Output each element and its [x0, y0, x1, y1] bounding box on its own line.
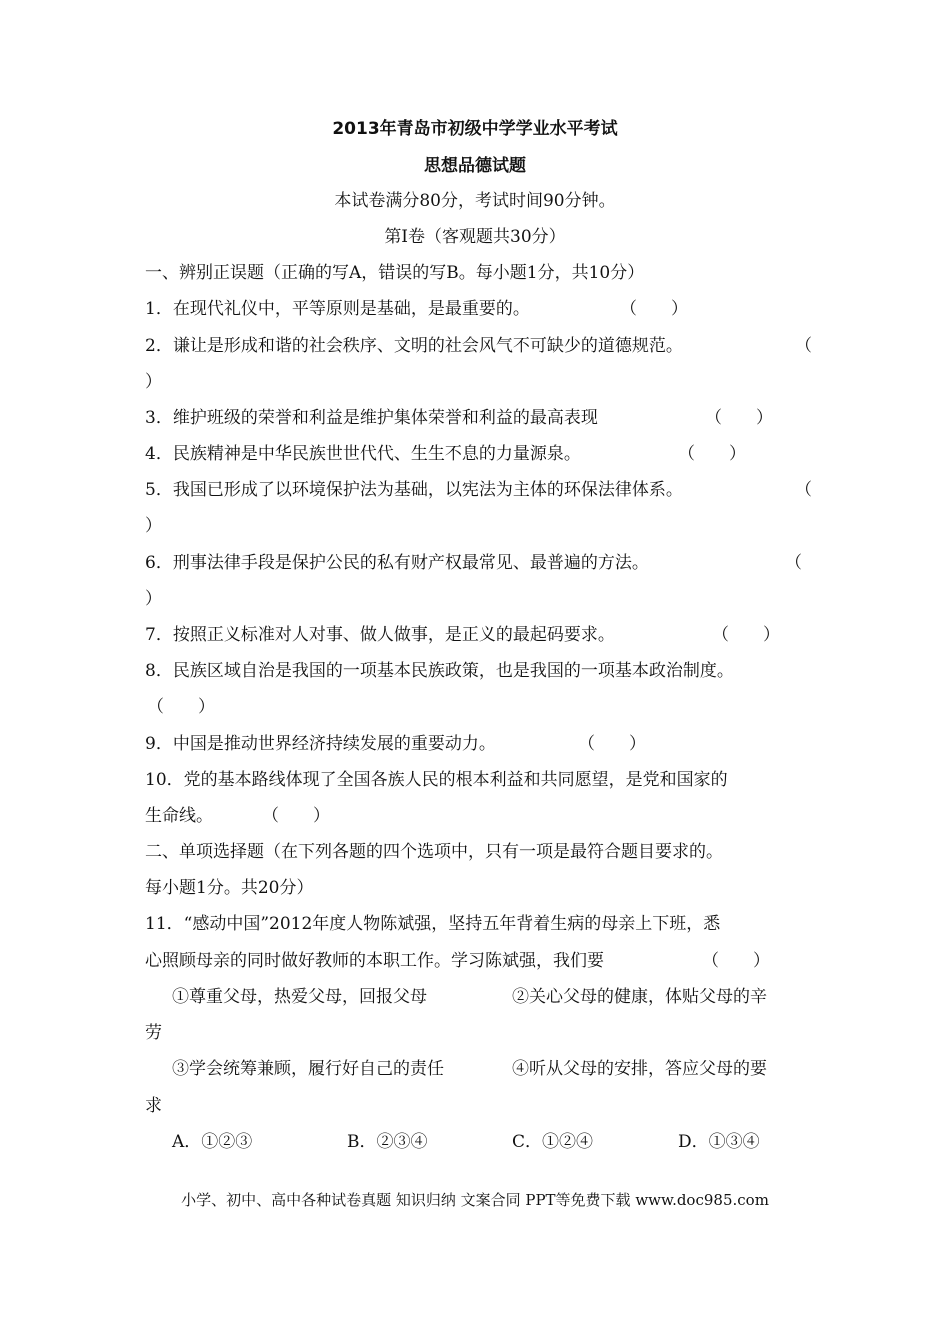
question-3: 3．维护班级的荣誉和利益是维护集体荣誉和利益的最高表现 — [145, 408, 598, 428]
statement-3: ③学会统筹兼顾，履行好自己的责任 — [172, 1059, 444, 1079]
answer-blank-2-open: （ — [795, 336, 812, 356]
answer-blank-4: （ ） — [678, 444, 746, 464]
answer-blank-8: （ ） — [147, 697, 215, 717]
answer-blank-10: （ ） — [262, 806, 330, 826]
question-2: 2．谦让是形成和谐的社会秩序、文明的社会风气不可缺少的道德规范。 — [145, 336, 683, 356]
question-1: 1．在现代礼仪中，平等原则是基础，是最重要的。 — [145, 299, 530, 319]
statement-4-line2: 求 — [145, 1096, 162, 1116]
option-a: A．①②③ — [172, 1132, 253, 1152]
question-9: 9．中国是推动世界经济持续发展的重要动力。 — [145, 734, 496, 754]
page-footer: 小学、初中、高中各种试卷真题 知识归纳 文案合同 PPT等免费下载 www.doc985.com — [181, 1191, 769, 1209]
question-8: 8．民族区域自治是我国的一项基本民族政策，也是我国的一项基本政治制度。 — [145, 661, 734, 681]
answer-blank-5-close: ） — [145, 516, 162, 536]
answer-blank-5-open: （ — [795, 480, 812, 500]
option-b: B．②③④ — [347, 1132, 428, 1152]
option-c: C．①②④ — [512, 1132, 594, 1152]
exam-title: 2013年青岛市初级中学学业水平考试 — [332, 119, 618, 139]
answer-blank-6-open: （ — [785, 553, 802, 573]
answer-blank-1: （ ） — [620, 299, 688, 319]
question-11-line1: 11．“感动中国”2012年度人物陈斌强，坚持五年背着生病的母亲上下班，悉 — [145, 914, 721, 934]
exam-info: 本试卷满分80分，考试时间90分钟。 — [334, 191, 616, 211]
statement-2-line1: ②关心父母的健康，体贴父母的辛 — [512, 987, 767, 1007]
section2-heading-line1: 二、单项选择题（在下列各题的四个选项中，只有一项是最符合题目要求的。 — [145, 842, 723, 862]
volume-heading: 第Ⅰ卷（客观题共30分） — [384, 227, 566, 247]
question-4: 4．民族精神是中华民族世世代代、生生不息的力量源泉。 — [145, 444, 581, 464]
question-10-line2: 生命线。 — [145, 806, 213, 826]
answer-blank-11: （ ） — [702, 951, 770, 971]
section1-heading: 一、辨别正误题（正确的写A，错误的写B。每小题1分，共10分） — [145, 263, 645, 283]
question-6: 6．刑事法律手段是保护公民的私有财产权最常见、最普遍的方法。 — [145, 553, 649, 573]
question-5: 5．我国已形成了以环境保护法为基础，以宪法为主体的环保法律体系。 — [145, 480, 683, 500]
answer-blank-2-close: ） — [145, 372, 162, 392]
exam-subtitle: 思想品德试题 — [424, 156, 526, 176]
answer-blank-3: （ ） — [705, 408, 773, 428]
section2-heading-line2: 每小题1分。共20分） — [145, 878, 314, 898]
statement-4-line1: ④听从父母的安排，答应父母的要 — [512, 1059, 767, 1079]
question-10-line1: 10．党的基本路线体现了全国各族人民的根本利益和共同愿望，是党和国家的 — [145, 770, 728, 790]
statement-1: ①尊重父母，热爱父母，回报父母 — [172, 987, 427, 1007]
answer-blank-6-close: ） — [145, 589, 162, 609]
statement-2-line2: 劳 — [145, 1023, 162, 1043]
answer-blank-7: （ ） — [712, 625, 780, 645]
question-11-line2: 心照顾母亲的同时做好教师的本职工作。学习陈斌强，我们要 — [145, 951, 604, 971]
answer-blank-9: （ ） — [578, 734, 646, 754]
option-d: D．①③④ — [678, 1132, 760, 1152]
question-7: 7．按照正义标准对人对事、做人做事，是正义的最起码要求。 — [145, 625, 615, 645]
